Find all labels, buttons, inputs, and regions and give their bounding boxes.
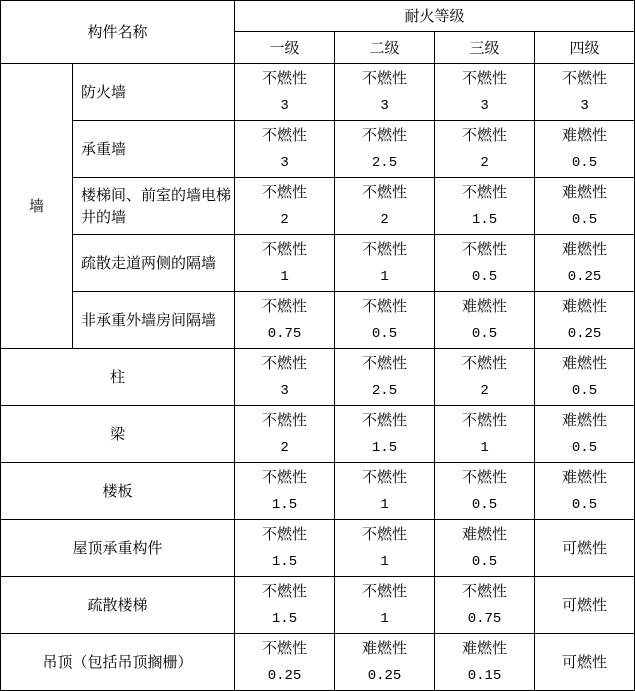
duration-value: 0.5	[571, 383, 598, 399]
header-level-4: 四级	[535, 32, 635, 64]
combustibility-text: 不燃性	[262, 582, 308, 600]
rating-cell-level-3	[435, 577, 535, 634]
rating-cell-level-1	[235, 292, 335, 349]
rating-cell-level-4	[535, 64, 635, 121]
component-name: 承重墙	[73, 121, 235, 178]
combustibility-text: 不燃性	[262, 354, 308, 372]
combustibility-text: 不燃性	[262, 639, 308, 657]
duration-value: 2.5	[371, 155, 398, 171]
combustibility-text: 不燃性	[362, 240, 408, 258]
rating-cell-level-1	[235, 577, 335, 634]
duration-value: 0.5	[471, 497, 498, 513]
combustibility-text: 可燃性	[562, 653, 608, 671]
combustibility-text: 不燃性	[362, 525, 408, 543]
rating-cell-level-4	[535, 463, 635, 520]
table-row	[1, 178, 635, 235]
duration-value: 2	[280, 440, 289, 456]
duration-value: 0.25	[367, 668, 402, 684]
component-name: 屋顶承重构件	[1, 520, 235, 577]
rating-cell-level-1	[235, 520, 335, 577]
wall-group-label: 墙	[1, 64, 73, 349]
rating-cell-level-1	[235, 178, 335, 235]
duration-value: 2.5	[371, 383, 398, 399]
rating-cell-level-4	[535, 406, 635, 463]
combustibility-text: 不燃性	[262, 468, 308, 486]
rating-cell-level-3	[435, 520, 535, 577]
duration-value: 0.25	[567, 269, 602, 285]
combustibility-text: 难燃性	[462, 639, 508, 657]
combustibility-text: 不燃性	[262, 69, 308, 87]
table-row	[1, 292, 635, 349]
header-level-1: 一级	[235, 32, 335, 64]
duration-value: 0.25	[267, 668, 302, 684]
duration-value: 0.5	[571, 440, 598, 456]
duration-value: 0.5	[471, 554, 498, 570]
duration-value: 1	[280, 269, 289, 285]
component-name: 吊顶（包括吊顶搁栅）	[1, 634, 235, 691]
duration-value: 0.75	[467, 611, 502, 627]
table-row	[1, 406, 635, 463]
combustibility-text: 不燃性	[362, 297, 408, 315]
rating-cell-level-2	[335, 64, 435, 121]
duration-value: 1.5	[271, 611, 298, 627]
table-row	[1, 235, 635, 292]
combustibility-text: 不燃性	[462, 411, 508, 429]
rating-cell-level-1	[235, 235, 335, 292]
rating-cell-level-1	[235, 463, 335, 520]
combustibility-text: 难燃性	[562, 126, 608, 144]
duration-value: 0.5	[471, 269, 498, 285]
duration-value: 0.5	[371, 326, 398, 342]
combustibility-text: 不燃性	[462, 582, 508, 600]
combustibility-text: 不燃性	[362, 69, 408, 87]
rating-cell-level-3	[435, 349, 535, 406]
combustibility-text: 不燃性	[262, 525, 308, 543]
rating-cell-level-3	[435, 64, 535, 121]
table-row	[1, 520, 635, 577]
rating-cell-level-1	[235, 64, 335, 121]
combustibility-text: 难燃性	[562, 183, 608, 201]
component-name: 梁	[1, 406, 235, 463]
duration-value: 0.5	[571, 212, 598, 228]
component-name: 防火墙	[73, 64, 235, 121]
rating-cell-level-4	[535, 235, 635, 292]
rating-cell-level-4	[535, 577, 635, 634]
duration-value: 0.5	[571, 497, 598, 513]
rating-cell-level-1	[235, 121, 335, 178]
header-level-2: 二级	[335, 32, 435, 64]
duration-value: 3	[380, 98, 389, 114]
combustibility-text: 不燃性	[362, 183, 408, 201]
combustibility-text: 难燃性	[362, 639, 408, 657]
table-row	[1, 121, 635, 178]
duration-value: 3	[280, 98, 289, 114]
rating-cell-level-4	[535, 634, 635, 691]
rating-cell-level-3	[435, 406, 535, 463]
duration-value: 1	[480, 440, 489, 456]
duration-value: 1.5	[471, 212, 498, 228]
rating-cell-level-3	[435, 292, 535, 349]
table-row	[1, 64, 635, 121]
duration-value: 2	[480, 155, 489, 171]
rating-cell-level-1	[235, 406, 335, 463]
rating-cell-level-4	[535, 121, 635, 178]
duration-value: 0.75	[267, 326, 302, 342]
duration-value: 0.15	[467, 668, 502, 684]
combustibility-text: 不燃性	[362, 582, 408, 600]
rating-cell-level-2	[335, 463, 435, 520]
rating-cell-level-4	[535, 349, 635, 406]
combustibility-text: 难燃性	[562, 297, 608, 315]
duration-value: 1	[380, 554, 389, 570]
rating-cell-level-2	[335, 121, 435, 178]
combustibility-text: 不燃性	[262, 297, 308, 315]
duration-value: 0.25	[567, 326, 602, 342]
combustibility-text: 可燃性	[562, 539, 608, 557]
table-row	[1, 577, 635, 634]
duration-value: 2	[380, 212, 389, 228]
rating-cell-level-4	[535, 520, 635, 577]
combustibility-text: 不燃性	[262, 183, 308, 201]
combustibility-text: 不燃性	[462, 354, 508, 372]
rating-cell-level-4	[535, 178, 635, 235]
rating-cell-level-2	[335, 292, 435, 349]
combustibility-text: 不燃性	[362, 126, 408, 144]
duration-value: 2	[480, 383, 489, 399]
combustibility-text: 不燃性	[362, 468, 408, 486]
combustibility-text: 不燃性	[262, 411, 308, 429]
duration-value: 1.5	[371, 440, 398, 456]
rating-cell-level-3	[435, 463, 535, 520]
combustibility-text: 不燃性	[562, 69, 608, 87]
combustibility-text: 不燃性	[462, 240, 508, 258]
duration-value: 3	[280, 383, 289, 399]
rating-cell-level-2	[335, 178, 435, 235]
duration-value: 0.5	[571, 155, 598, 171]
combustibility-text: 难燃性	[562, 240, 608, 258]
component-name: 非承重外墙房间隔墙	[73, 292, 235, 349]
rating-cell-level-3	[435, 178, 535, 235]
rating-cell-level-3	[435, 634, 535, 691]
combustibility-text: 不燃性	[362, 354, 408, 372]
combustibility-text: 难燃性	[562, 468, 608, 486]
header-rating-title: 耐火等级	[235, 1, 635, 32]
rating-cell-level-3	[435, 235, 535, 292]
table-row	[1, 634, 635, 691]
component-name: 楼梯间、前室的墙电梯井的墙	[73, 178, 235, 235]
duration-value: 1	[380, 611, 389, 627]
rating-cell-level-2	[335, 235, 435, 292]
duration-value: 1.5	[271, 554, 298, 570]
combustibility-text: 难燃性	[562, 411, 608, 429]
header-component-name: 构件名称	[1, 1, 235, 64]
component-name: 柱	[1, 349, 235, 406]
header-level-3: 三级	[435, 32, 535, 64]
rating-cell-level-2	[335, 634, 435, 691]
combustibility-text: 不燃性	[262, 240, 308, 258]
duration-value: 3	[480, 98, 489, 114]
duration-value: 1	[380, 497, 389, 513]
rating-cell-level-1	[235, 349, 335, 406]
duration-value: 3	[580, 98, 589, 114]
combustibility-text: 不燃性	[262, 126, 308, 144]
rating-cell-level-1	[235, 634, 335, 691]
rating-cell-level-3	[435, 121, 535, 178]
combustibility-text: 难燃性	[462, 525, 508, 543]
duration-value: 1.5	[271, 497, 298, 513]
combustibility-text: 不燃性	[462, 126, 508, 144]
combustibility-text: 可燃性	[562, 596, 608, 614]
duration-value: 3	[280, 155, 289, 171]
rating-cell-level-2	[335, 349, 435, 406]
combustibility-text: 不燃性	[462, 183, 508, 201]
combustibility-text: 不燃性	[362, 411, 408, 429]
table-row	[1, 463, 635, 520]
rating-cell-level-2	[335, 577, 435, 634]
combustibility-text: 难燃性	[562, 354, 608, 372]
table-row	[1, 349, 635, 406]
duration-value: 2	[280, 212, 289, 228]
rating-cell-level-4	[535, 292, 635, 349]
component-name: 楼板	[1, 463, 235, 520]
component-name: 疏散楼梯	[1, 577, 235, 634]
duration-value: 1	[380, 269, 389, 285]
rating-cell-level-2	[335, 406, 435, 463]
duration-value: 0.5	[471, 326, 498, 342]
rating-cell-level-2	[335, 520, 435, 577]
component-name: 疏散走道两侧的隔墙	[73, 235, 235, 292]
combustibility-text: 不燃性	[462, 69, 508, 87]
combustibility-text: 难燃性	[462, 297, 508, 315]
combustibility-text: 不燃性	[462, 468, 508, 486]
